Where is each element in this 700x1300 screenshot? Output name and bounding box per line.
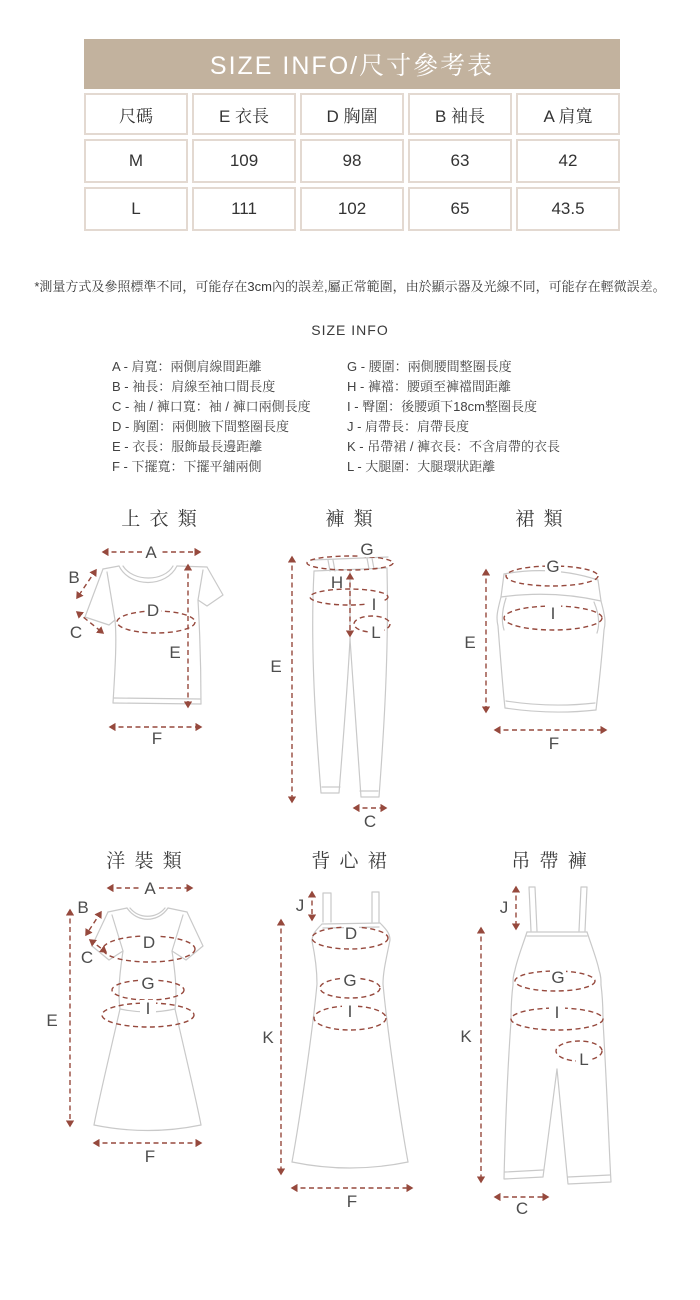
measure-letter-e: E: [464, 633, 476, 652]
measure-letter-f: F: [151, 729, 163, 748]
title-tops: 上 衣 類: [121, 509, 199, 530]
legend-left-column: [112, 357, 311, 477]
measure-letter-i: I: [554, 1003, 560, 1022]
col-header-length: E 衣長: [192, 93, 296, 135]
measure-letter-j: J: [499, 898, 509, 917]
legend-item-k: K - 吊帶裙 / 褲衣長：不含肩帶的衣長: [347, 439, 561, 454]
measure-letter-l: L: [371, 623, 381, 642]
tolerance-note: *測量方式及參照標準不同，可能存在3cm內的誤差,屬正常範圍，由於顯示器及光線不同，可能存在輕微誤差。: [34, 279, 666, 294]
table-row: [84, 139, 620, 183]
measure-letter-c: C: [69, 623, 83, 642]
value-cell: 43.5: [516, 187, 620, 231]
measure-letter-c: C: [80, 948, 94, 967]
skirt-outline: [497, 571, 605, 712]
measure-letter-i: I: [371, 595, 377, 614]
col-header-shoulder: A 肩寬: [516, 93, 620, 135]
overalls-diagram: [445, 878, 655, 1230]
measure-letter-f: F: [548, 734, 560, 753]
measure-letter-g: G: [360, 540, 374, 559]
measure-letter-g: G: [546, 557, 560, 576]
col-header-sleeve: B 袖長: [408, 93, 512, 135]
value-cell: 109: [192, 139, 296, 183]
measure-letter-i: I: [550, 604, 556, 623]
legend-item-d: D - 胸圍：兩側腋下間整圈長度: [112, 419, 289, 434]
col-header-bust: D 胸圍: [300, 93, 404, 135]
measure-letter-d: D: [344, 924, 358, 943]
dress-diagram: [30, 878, 260, 1168]
legend-item-h: H - 褲襠：腰頭至褲襠間距離: [347, 379, 511, 394]
overalls-outline: [504, 887, 611, 1184]
measure-letter-g: G: [141, 974, 155, 993]
measure-letter-e: E: [46, 1011, 58, 1030]
col-header-size: 尺碼: [84, 93, 188, 135]
tops-diagram: [60, 535, 260, 750]
measure-letter-f: F: [346, 1192, 358, 1211]
measure-letter-d: D: [146, 601, 160, 620]
measure-letter-i: I: [145, 999, 151, 1018]
measure-letter-i: I: [347, 1002, 353, 1021]
value-cell: 65: [408, 187, 512, 231]
size-table-header-row: [84, 93, 620, 135]
measure-letter-d: D: [142, 933, 156, 952]
measure-letter-g: G: [551, 968, 565, 987]
size-cell: L: [84, 187, 188, 231]
measure-letter-k: K: [460, 1027, 472, 1046]
legend-item-j: J - 肩帶長：肩帶長度: [347, 419, 470, 434]
tshirt-outline: [85, 566, 223, 704]
legend-right-column: [347, 357, 560, 477]
pants-diagram: [260, 540, 440, 830]
measure-letter-a: A: [145, 543, 157, 562]
legend-item-g: G - 腰圍：兩側腰間整圈長度: [347, 359, 512, 374]
measure-letter-j: J: [295, 896, 305, 915]
legend-item-i: I - 臀圍：後腰頭下18cm整圈長度: [347, 399, 537, 414]
legend-item-b: B - 袖長：肩線至袖口間長度: [112, 379, 276, 394]
measure-letter-k: K: [262, 1028, 274, 1047]
measure-letter-g: G: [343, 971, 357, 990]
legend-heading: SIZE INFO: [311, 322, 389, 338]
title-overalls: 吊 帶 褲: [511, 851, 589, 872]
legend-item-f: F - 下擺寬：下擺平舖兩側: [112, 459, 262, 474]
legend-item-l: L - 大腿圍：大腿環狀距離: [347, 459, 496, 474]
title-vest-dress: 背 心 裙: [311, 851, 389, 872]
measure-letter-b: B: [77, 898, 89, 917]
size-table: [80, 35, 624, 235]
measure-letter-f: F: [144, 1147, 156, 1166]
value-cell: 111: [192, 187, 296, 231]
size-cell: M: [84, 139, 188, 183]
measure-letter-e: E: [169, 643, 181, 662]
measure-letter-c: C: [515, 1199, 529, 1218]
legend-item-a: A - 肩寬：兩側肩線間距離: [112, 359, 262, 374]
legend-item-e: E - 衣長：服飾最長邊距離: [112, 439, 263, 454]
value-cell: 98: [300, 139, 404, 183]
title-dresses: 洋 裝 類: [106, 851, 184, 872]
vest-dress-diagram: [255, 878, 445, 1210]
measure-letter-b: B: [68, 568, 80, 587]
table-row: [84, 187, 620, 231]
legend-item-c: C - 袖 / 褲口寬：袖 / 褲口兩側長度: [112, 399, 311, 414]
value-cell: 63: [408, 139, 512, 183]
measure-letter-e: E: [270, 657, 282, 676]
measure-letter-a: A: [144, 879, 156, 898]
title-skirts: 裙 類: [515, 509, 565, 530]
value-cell: 102: [300, 187, 404, 231]
measure-letter-l: L: [579, 1050, 589, 1069]
measure-letter-c: C: [363, 812, 377, 831]
skirt-diagram: [440, 540, 640, 755]
title-pants: 褲 類: [325, 509, 375, 530]
measure-letter-h: H: [330, 573, 344, 592]
size-table-title: SIZE INFO/尺寸參考表: [84, 39, 620, 89]
value-cell: 42: [516, 139, 620, 183]
